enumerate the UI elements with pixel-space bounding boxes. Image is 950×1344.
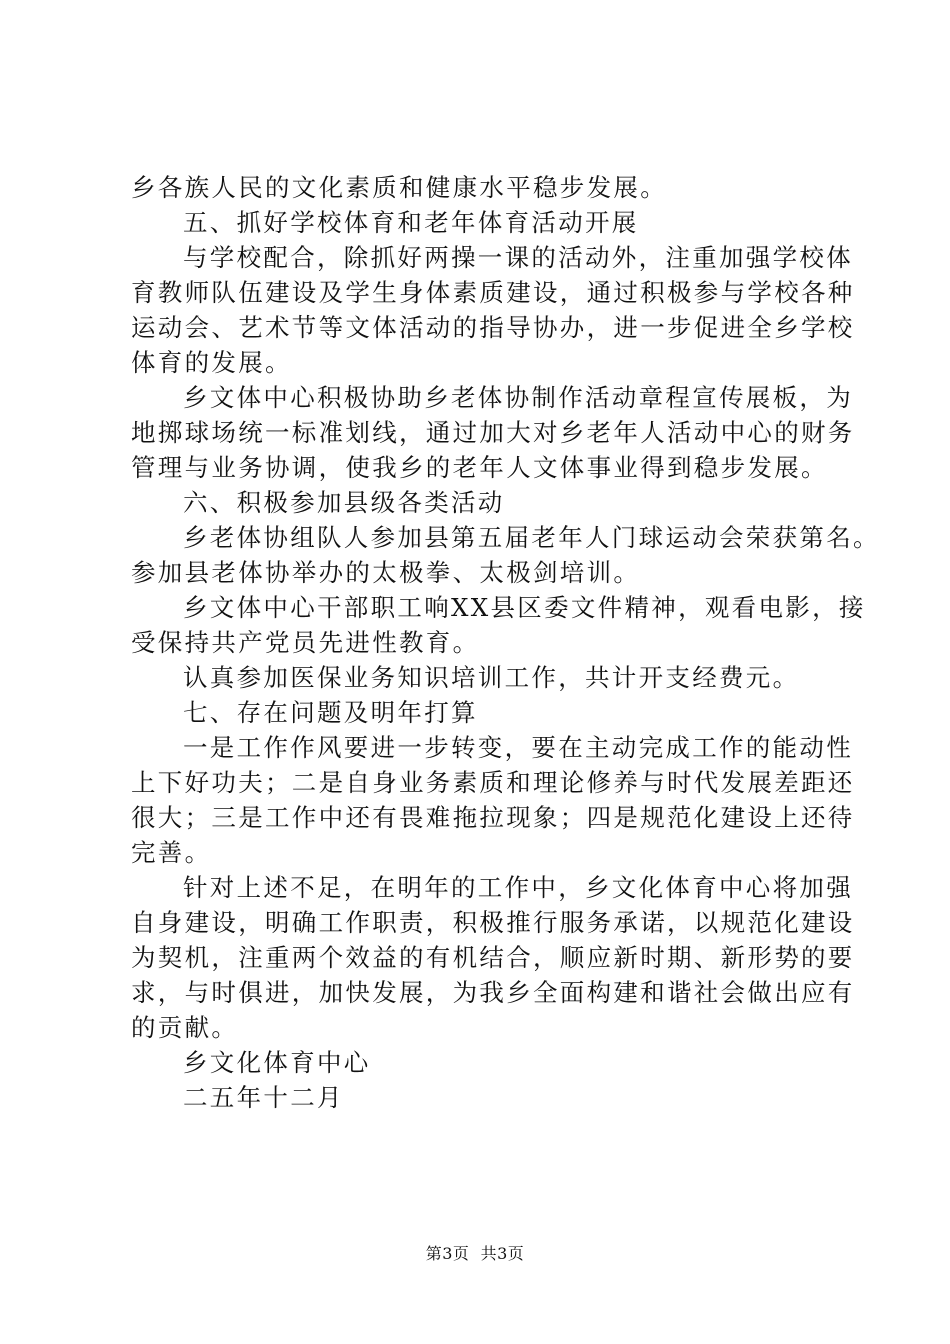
text-line: 完善。 bbox=[131, 838, 212, 867]
section-heading: 五、抓好学校体育和老年体育活动开展 bbox=[183, 208, 639, 237]
text-line: 为契机，注重两个效益的有机结合，顺应新时期、新形势的要 bbox=[131, 943, 855, 972]
text-line: 地掷球场统一标准划线，通过加大对乡老年人活动中心的财务 bbox=[131, 418, 855, 447]
text-line: 很大；三是工作中还有畏难拖拉现象；四是规范化建设上还待 bbox=[131, 803, 855, 832]
text-line: 参加县老体协举办的太极拳、太极剑培训。 bbox=[131, 558, 641, 587]
document-body bbox=[131, 170, 880, 1115]
text-line: 一是工作作风要进一步转变，要在主动完成工作的能动性 bbox=[183, 733, 853, 762]
section-heading: 六、积极参加县级各类活动 bbox=[183, 488, 505, 517]
page-footer: 第3页 共3页 bbox=[425, 1244, 525, 1263]
text-line: 上下好功夫；二是自身业务素质和理论修养与时代发展差距还 bbox=[131, 768, 855, 797]
text-line: 乡各族人民的文化素质和健康水平稳步发展。 bbox=[131, 173, 667, 202]
text-line: 认真参加医保业务知识培训工作，共计开支经费元。 bbox=[183, 663, 800, 692]
text-line: 乡老体协组队人参加县第五届老年人门球运动会荣获第名。 bbox=[183, 523, 880, 552]
text-line: 与学校配合，除抓好两操一课的活动外，注重加强学校体 bbox=[183, 243, 853, 272]
text-line: 运动会、艺术节等文体活动的指导协办，进一步促进全乡学校 bbox=[131, 313, 855, 342]
text-line: 受保持共产党员先进性教育。 bbox=[131, 628, 480, 657]
section-heading: 七、存在问题及明年打算 bbox=[183, 698, 478, 727]
signature-organization: 乡文化体育中心 bbox=[183, 1048, 371, 1077]
text-line: 针对上述不足，在明年的工作中，乡文化体育中心将加强 bbox=[183, 873, 853, 902]
text-line: 乡文体中心干部职工响XX县区委文件精神，观看电影，接 bbox=[183, 593, 866, 622]
text-line: 自身建设，明确工作职责，积极推行服务承诺，以规范化建设 bbox=[131, 908, 855, 937]
text-line: 求，与时俱进，加快发展，为我乡全面构建和谐社会做出应有 bbox=[131, 978, 855, 1007]
signature-date: 二五年十二月 bbox=[183, 1083, 344, 1112]
text-line: 育教师队伍建设及学生身体素质建设，通过积极参与学校各种 bbox=[131, 278, 855, 307]
text-line: 乡文体中心积极协助乡老体协制作活动章程宣传展板，为 bbox=[183, 383, 853, 412]
text-line: 管理与业务协调，使我乡的老年人文体事业得到稳步发展。 bbox=[131, 453, 828, 482]
text-line: 的贡献。 bbox=[131, 1013, 239, 1042]
text-line: 体育的发展。 bbox=[131, 348, 292, 377]
